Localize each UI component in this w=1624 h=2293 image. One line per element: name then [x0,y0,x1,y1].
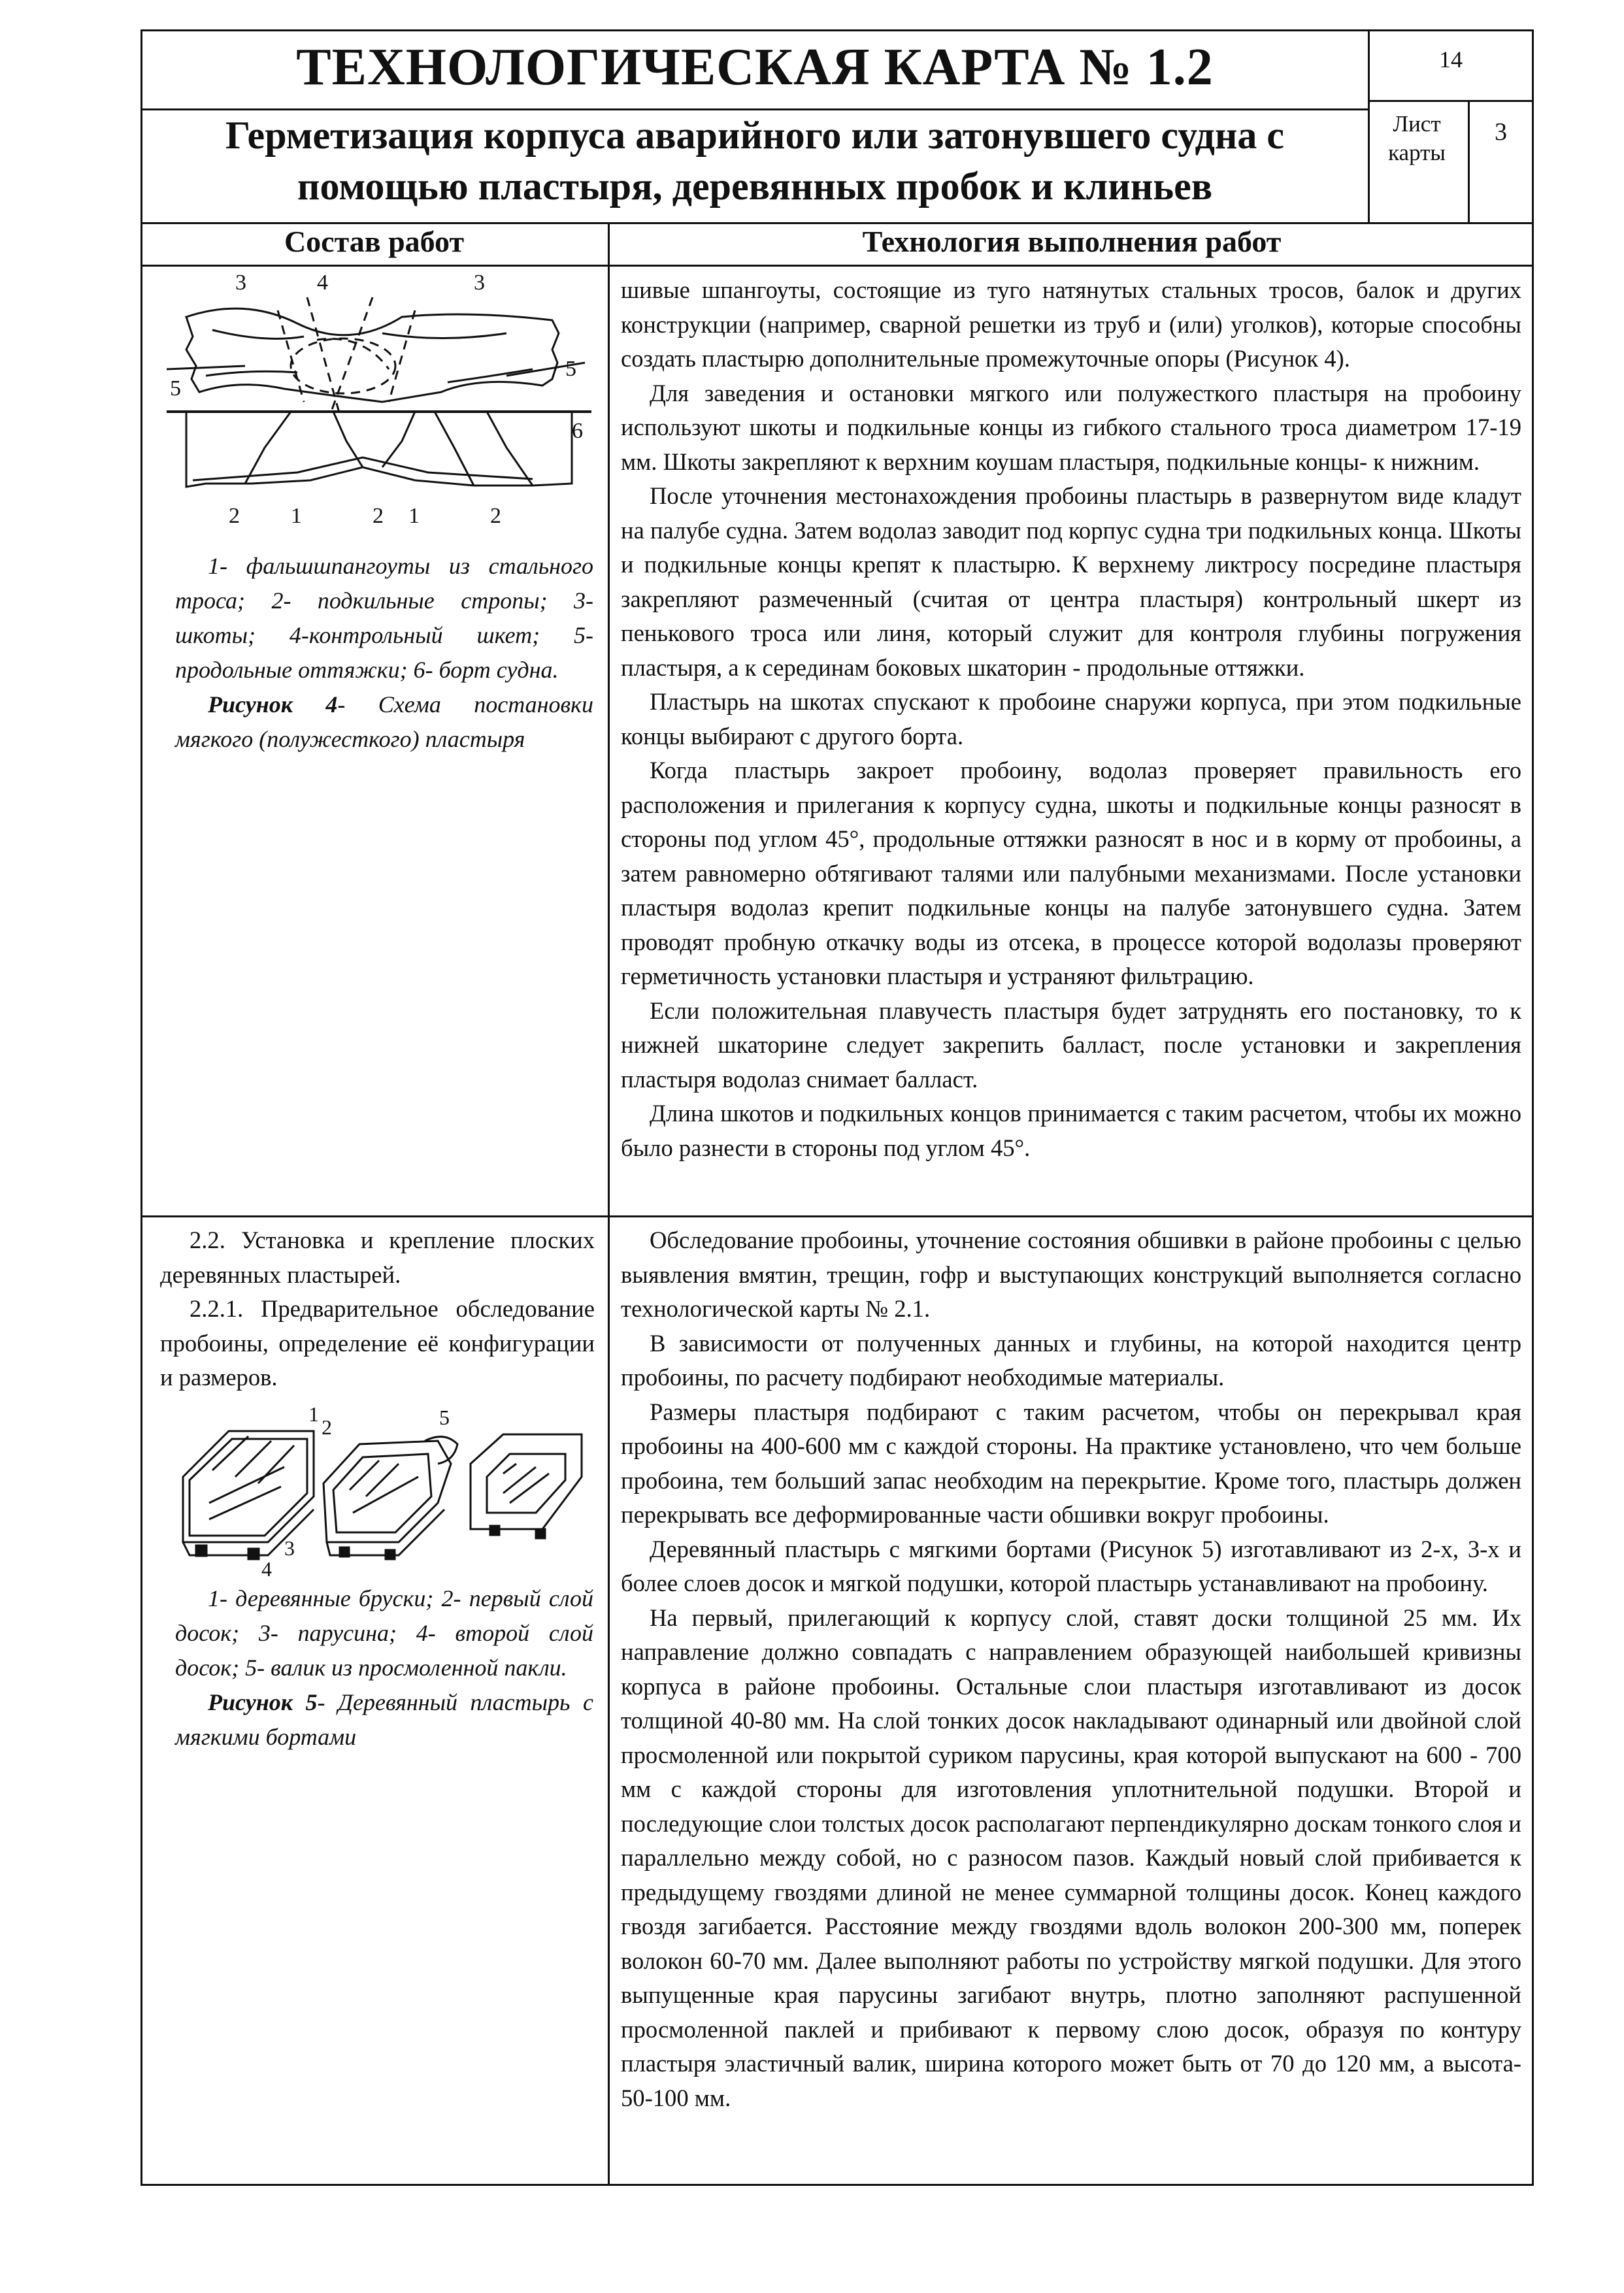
fig4-label-1b: 1 [408,504,420,528]
fig4-label-1a: 1 [291,504,302,528]
section-divider [141,1215,1534,1217]
subtitle-line-2: помощью пластыря, деревянных пробок и клиньев [297,165,1213,208]
figure-5-title-text: - Деревянный пластырь с мягкими бортами [175,1689,593,1750]
figure-5-caption [175,1581,593,1755]
header-number-divider [1368,100,1534,102]
section-1-paragraph-6: Если положительная плавучесть пластыря будет затруднять его постановку, то к нижней шкаторине следует закрепить балласт, после установки и закрепления пластыря водолаз снимает балласт. [621,997,1521,1093]
sheet-label-line-2: карты [1388,140,1446,165]
section-2-paragraph-1: Обследование пробоины, уточнение состояния обшивки в районе пробоины с целью выявления вмятин, трещин, гофр и выступающих конструкций выполняется согласно технологической карты № 2.1. [621,1227,1521,1322]
section-1-paragraph-3: После уточнения местонахождения пробоины пластырь в развернутом виде кладут на палубе судна. Затем водолаз заводит под корпус судна три подкильных конца. Шкоты и подкильные концы крепят к пластырю. К верхнему ликтросу посредине пластыря закрепляют размеченный (считая от центра пластыря) контрольный шкерт из пенькового троса или линя, который служит для контроля глубины погружения пластыря, а к серединам боковых шкаторин - продольные оттяжки. [621,482,1521,681]
column-head-bottom-line [141,265,1534,267]
fig4-label-3a: 3 [235,271,246,295]
figure-5-diagram [163,1405,601,1581]
fig4-label-3b: 3 [474,271,485,295]
subtitle-line-1: Герметизация корпуса аварийного или затонувшего судна с [225,114,1285,157]
card-number: 14 [1439,46,1463,73]
fig5-label-4: 4 [261,1557,272,1581]
section-1-paragraph-4: Пластырь на шкотах спускают к пробоине снаружи корпуса, при этом подкильные концы выбирают с другого борта. [621,688,1521,750]
figure-4-title-text: - Схема постановки мягкого (полужесткого) пластыря [175,691,593,752]
section-2-step-subheading: 2.2.1. Предварительное обследование пробоины, определение её конфигурации и размеров. [160,1295,595,1391]
section-1-paragraph-5: Когда пластырь закроет пробоину, водолаз проверяет правильность его расположения и прилегания к корпусу судна, шкоты и подкильные концы разносят в стороны под углом 45°, продольные оттяжки разносят в нос и в корму от пробоины, а затем равномерно обтягивают талями или палубными механизмами. После установки пластыря водолаз крепит подкильные концы на палубе затонувшего судна. Затем проводят пробную откачку воды из отсека, в процессе которой водолазы проверяют герметичность установки пластыря и устраняют фильтрацию. [621,757,1521,989]
section-1-paragraph-7: Длина шкотов и подкильных концов принимается с таким расчетом, чтобы их можно было разнести в стороны под углом 45°. [621,1100,1521,1161]
page-subtitle [141,110,1369,212]
section-2-paragraph-5: На первый, прилегающий к корпусу слой, ставят доски толщиной 25 мм. Их направление должно совпадать с направлением образующей наибольшей кривизны корпуса в районе пробоины. Остальные слои пластыря изготавливают из досок толщиной 40-80 мм. На слой тонких досок накладывают одинарный или двойной слой просмоленной или покрытой суриком парусины, края которой выпускают на 600 - 700 мм с каждой стороны для изготовления уплотнительной подушки. Второй и последующие слои толстых досок располагают перпендикулярно доскам тонкого слоя и параллельно между собой, но с разносом пазов. Каждый новый слой прибивается к предыдущему гвоздями длиной не менее суммарной толщины досок. Конец каждого гвоздя загибается. Расстояние между гвоздями вдоль волокон 200-300 мм, поперек волокон 60-70 мм. Далее выполняют работы по устройству мягкой подушки. Для этого выпущенные края парусины загибают внутрь, плотно заполняют распушенной просмоленной паклей и прибивают к первому слою досок, образуя по контуру пластыря эластичный валик, ширина которого может быть от 70 до 120 мм, а высота- 50-100 мм. [621,1604,1521,2111]
sheet-label-line-1: Лист [1393,111,1441,137]
figure-4-caption [175,549,593,757]
figure-5-title-number: Рисунок 5 [208,1689,318,1715]
section-1-paragraph-1: шивые шпангоуты, состоящие из туго натянутых стальных тросов, балок и других конструкции (например, сварной решетки из труб и (или) уголков), которые способны создать пластырю дополнительные промежуточные опоры (Рисунок 4). [621,276,1521,372]
fig5-label-5: 5 [439,1406,450,1429]
section-1-paragraph-2: Для заведения и остановки мягкого или полужесткого пластыря на пробоину используют шкоты и подкильные концы из гибкого стального троса диаметром 17-19 мм. Шкоты закрепляют к верхним коушам пластыря, подкильные концы- к нижним. [621,379,1521,475]
section-2-step-text [160,1223,595,1395]
figure-5-legend: 1- деревянные бруски; 2- первый слой досок; 3- парусина; 4- второй слой досок; 5- валик из просмоленной пакли. [175,1585,593,1681]
column-header-left: Состав работ [284,225,465,258]
section-2-paragraph-2: В зависимости от полученных данных и глубины, на которой находится центр пробоины, по расчету подбирают необходимые материалы. [621,1329,1521,1391]
section-2-paragraph-3: Размеры пластыря подбирают с таким расчетом, чтобы он перекрывал края пробоины на 400-600 мм с каждой стороны. На практике установлено, что чем больше пробоина, тем больший запас необходим на перекрытие. Кроме того, пластырь должен перекрывать все деформированные части обшивки вокруг пробоины. [621,1398,1521,1528]
column-header-right: Технология выполнения работ [862,225,1282,258]
fig4-label-5a: 5 [170,376,181,401]
figure-4-diagram [167,271,591,546]
page-title: ТЕХНОЛОГИЧЕСКАЯ КАРТА № 1.2 [296,39,1214,96]
fig5-label-1: 1 [308,1405,319,1426]
figure-4-legend: 1- фальшшпангоуты из стального троса; 2- подкильные стропы; 3- шкоты; 4-контрольный шкет; 5- продольные оттяжки; 6- борт судна. [175,553,593,683]
section-2-paragraph-4: Деревянный пластырь с мягкими бортами (Рисунок 5) изготавливают из 2-х, 3-х и более слоев досок и мягкой подушки, которой пластырь устанавливают на пробоину. [621,1535,1521,1596]
sheet-number: 3 [1495,118,1507,146]
fig5-label-3: 3 [284,1536,295,1560]
section-2-step-heading: 2.2. Установка и крепление плоских деревянных пластырей. [160,1227,595,1288]
fig4-label-2b: 2 [373,504,384,528]
fig4-label-4: 4 [317,271,328,295]
figure-5-title [175,1685,593,1755]
section-2-text [621,1223,1521,2115]
fig5-label-2: 2 [322,1415,332,1439]
fig4-label-6: 6 [572,419,583,443]
section-1-text [621,273,1521,1165]
fig4-label-5b: 5 [565,357,576,381]
column-divider [608,222,610,2186]
fig4-label-2a: 2 [229,504,240,528]
figure-4-title [175,687,593,757]
figure-4-title-number: Рисунок 4 [208,691,338,718]
fig4-label-2c: 2 [490,504,501,528]
sheet-label [1368,110,1466,167]
